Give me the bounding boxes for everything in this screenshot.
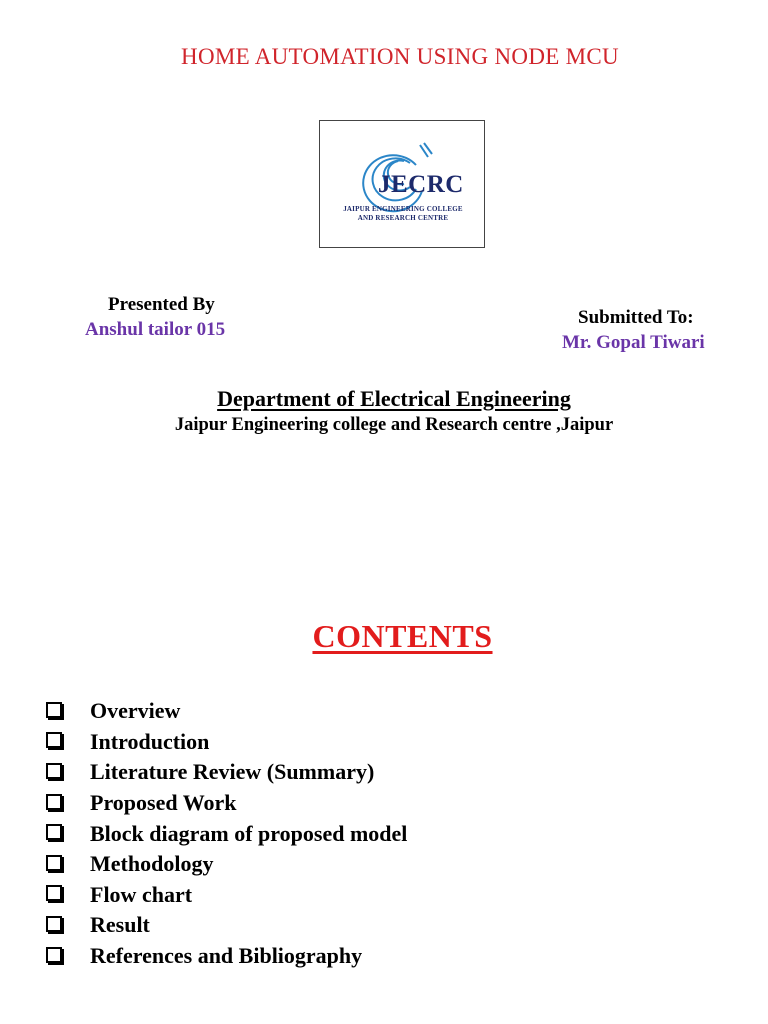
list-item-label: Result <box>90 912 150 938</box>
list-item <box>46 880 407 911</box>
list-item-label: References and Bibliography <box>90 943 363 969</box>
logo-subtitle-line2: AND RESEARCH CENTRE <box>357 214 449 222</box>
checkbox-bullet-icon <box>46 794 62 810</box>
submitted-to-label: Submitted To: <box>578 307 694 328</box>
checkbox-bullet-icon <box>46 855 62 871</box>
list-item-label: Literature Review (Summary) <box>90 759 375 785</box>
college-logo <box>319 120 485 248</box>
list-item <box>46 696 407 727</box>
checkbox-bullet-icon <box>46 732 62 748</box>
checkbox-bullet-icon <box>46 916 62 932</box>
contents-heading: CONTENTS <box>312 618 493 654</box>
checkbox-bullet-icon <box>46 885 62 901</box>
checkbox-bullet-icon <box>46 947 62 963</box>
list-item-label: Overview <box>90 698 181 724</box>
presenter-name: Anshul tailor 015 <box>85 319 226 340</box>
list-item <box>46 941 407 972</box>
college-name: Jaipur Engineering college and Research centre ,Jaipur <box>174 415 614 435</box>
department-heading: Department of Electrical Engineering <box>217 386 571 411</box>
checkbox-bullet-icon <box>46 824 62 840</box>
list-item <box>46 757 407 788</box>
list-item-label: Methodology <box>90 851 214 877</box>
list-item-label: Introduction <box>90 728 210 754</box>
checkbox-bullet-icon <box>46 763 62 779</box>
logo-subtitle-line1: JAIPUR ENGINEERING COLLEGE <box>343 205 463 213</box>
list-item <box>46 727 407 758</box>
logo-name: JECRC <box>378 171 464 198</box>
list-item <box>46 849 407 880</box>
submitted-to-name: Mr. Gopal Tiwari <box>562 332 705 353</box>
list-item-label: Proposed Work <box>90 790 237 816</box>
list-item <box>46 788 407 819</box>
list-item-label: Flow chart <box>90 881 193 907</box>
list-item <box>46 910 407 941</box>
list-item <box>46 818 407 849</box>
presentation-title: HOME AUTOMATION USING NODE MCU <box>181 44 619 69</box>
contents-list <box>46 696 407 971</box>
presented-by-label: Presented By <box>108 294 215 315</box>
contents-slide <box>0 600 768 1024</box>
list-item-label: Block diagram of proposed model <box>90 820 408 846</box>
checkbox-bullet-icon <box>46 702 62 718</box>
